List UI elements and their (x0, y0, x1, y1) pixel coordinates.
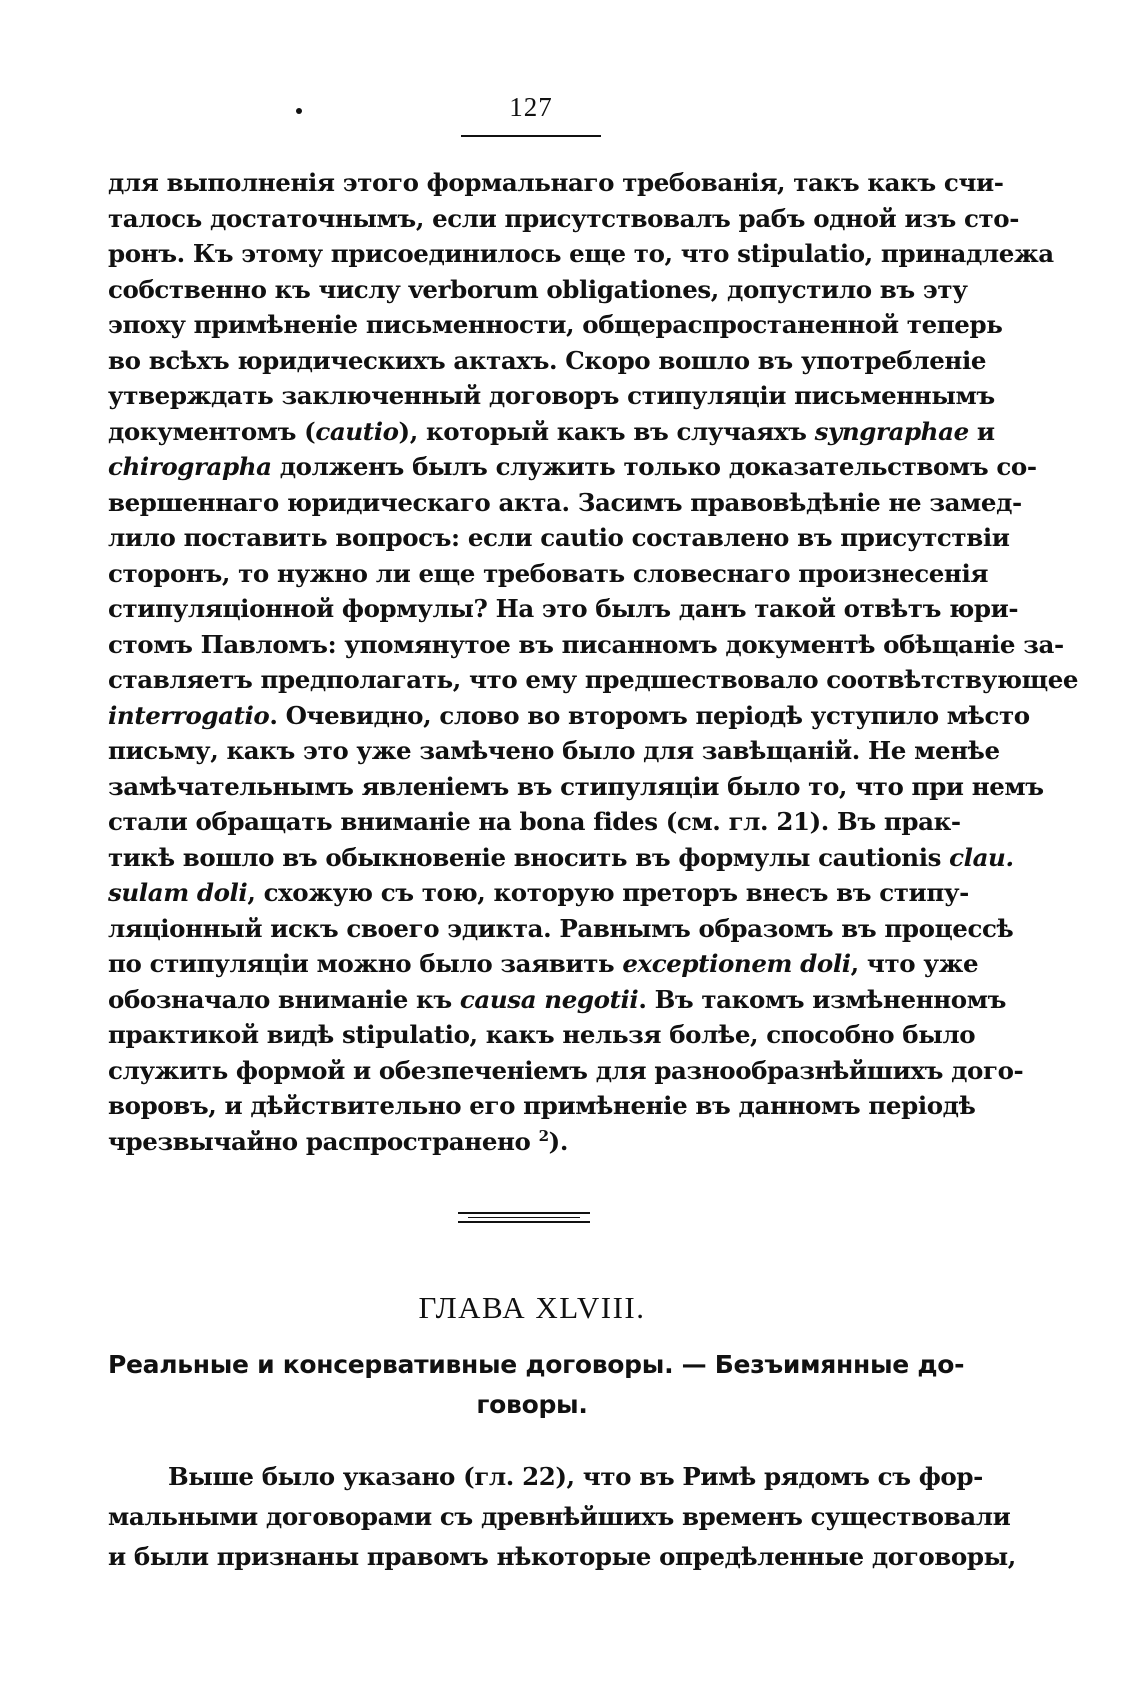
text-line: талось достаточнымъ, если присутствовалъ рабъ одной изъ сто- (108, 203, 1019, 233)
text-line: ронъ. Къ этому присоединилось еще то, что stipulatio, принадлежа (108, 239, 1054, 268)
italic-term: exceptionem doli (622, 949, 851, 978)
footnote-marker: 2 (538, 1126, 549, 1145)
text-line: документомъ (cautio), который какъ въ случаяхъ syngraphae и (108, 416, 995, 446)
chapter-subtitle (108, 1345, 965, 1425)
text-line: письму, какъ это уже замѣчено было для завѣщаній. Не менѣе (108, 736, 1000, 765)
italic-term: interrogatio (108, 700, 270, 730)
text-line: interrogatio. Очевидно, слово во второмъ періодѣ уступило мѣсто (108, 700, 1030, 730)
text-line: стипуляціонной формулы? На это былъ данъ такой отвѣтъ юри- (108, 594, 1019, 623)
section-divider (458, 1212, 590, 1226)
italic-term: causa negotii (459, 984, 639, 1014)
text-line: тикѣ вошло въ обыкновеніе вносить въ формулы cautionis clau. (108, 842, 1014, 872)
text-line: обозначало вниманіе къ causa negotii. Въ такомъ измѣненномъ (108, 984, 1007, 1014)
italic-term: clau. (949, 842, 1014, 872)
text-line: служить формой и обезпеченіемъ для разнообразнѣйшихъ дого- (108, 1055, 1024, 1085)
text-line: и были признаны правомъ нѣкоторые опредѣленные договоры, (108, 1542, 1016, 1571)
italic-term: cautio (315, 416, 399, 446)
text-line: замѣчательнымъ явленіемъ въ стипуляціи было то, что при немъ (108, 771, 1044, 801)
text-line: эпоху примѣненіе письменности, общераспростаненной теперь (108, 310, 1003, 339)
text-line: чрезвычайно распространено $^2$). (108, 1126, 568, 1156)
text-line: лило поставить вопросъ: если cautio составлено въ присутствіи (108, 523, 1010, 552)
text-line: утверждать заключенный договоръ стипуляціи письменнымъ (108, 381, 995, 410)
text-line: воровъ, и дѣйствительно его примѣненіе въ данномъ періодѣ (108, 1091, 976, 1120)
text-line: собственно къ числу verborum obligationes, допустило въ эту (108, 274, 968, 304)
second-paragraph (108, 1457, 1016, 1577)
italic-term: syngraphae (814, 416, 969, 446)
text-line: вершеннаго юридическаго акта. Засимъ правовѣдѣніе не замед- (108, 487, 1022, 517)
chapter-title: ГЛАВА XLVIII. (418, 1290, 646, 1325)
page-number-rule (461, 135, 601, 137)
italic-term: chirographa (108, 452, 272, 481)
italic-term: sulam doli (108, 878, 248, 907)
text-line: сторонъ, то нужно ли еще требовать словеснаго произнесенія (108, 558, 989, 588)
subtitle-line: говоры. (476, 1390, 588, 1419)
text-line: стомъ Павломъ: упомянутое въ писанномъ документѣ обѣщаніе за- (108, 629, 1064, 659)
main-paragraph (108, 165, 1079, 1159)
text-line: во всѣхъ юридическихъ актахъ. Скоро вошло въ употребленіе (108, 345, 987, 375)
page-number: 127 (509, 92, 553, 122)
subtitle-line: Реальные и консервативные договоры. — Безъимянные до- (108, 1350, 965, 1379)
print-speck (296, 108, 302, 114)
text-line: Выше было указано (гл. 22), что въ Римѣ рядомъ съ фор- (168, 1462, 983, 1491)
text-line: практикой видѣ stipulatio, какъ нельзя болѣе, способно было (108, 1020, 976, 1049)
text-line: sulam doli, схожую съ тою, которую преторъ внесъ въ стипу- (108, 878, 969, 907)
text-line: для выполненія этого формальнаго требованія, такъ какъ счи- (108, 168, 1004, 197)
text-line: ляціонный искъ своего эдикта. Равнымъ образомъ въ процессѣ (108, 913, 1014, 943)
text-line: по стипуляціи можно было заявить exceptionem doli, что уже (108, 949, 979, 978)
text-line: ставляетъ предполагать, что ему предшествовало соотвѣтствующее (108, 665, 1079, 694)
text-line: chirographa долженъ былъ служить только доказательствомъ со- (108, 452, 1037, 481)
text-line: мальными договорами съ древнѣйшихъ временъ существовали (108, 1502, 1011, 1531)
text-line: стали обращать вниманіе на bona fides (см. гл. 21). Въ прак- (108, 807, 961, 836)
